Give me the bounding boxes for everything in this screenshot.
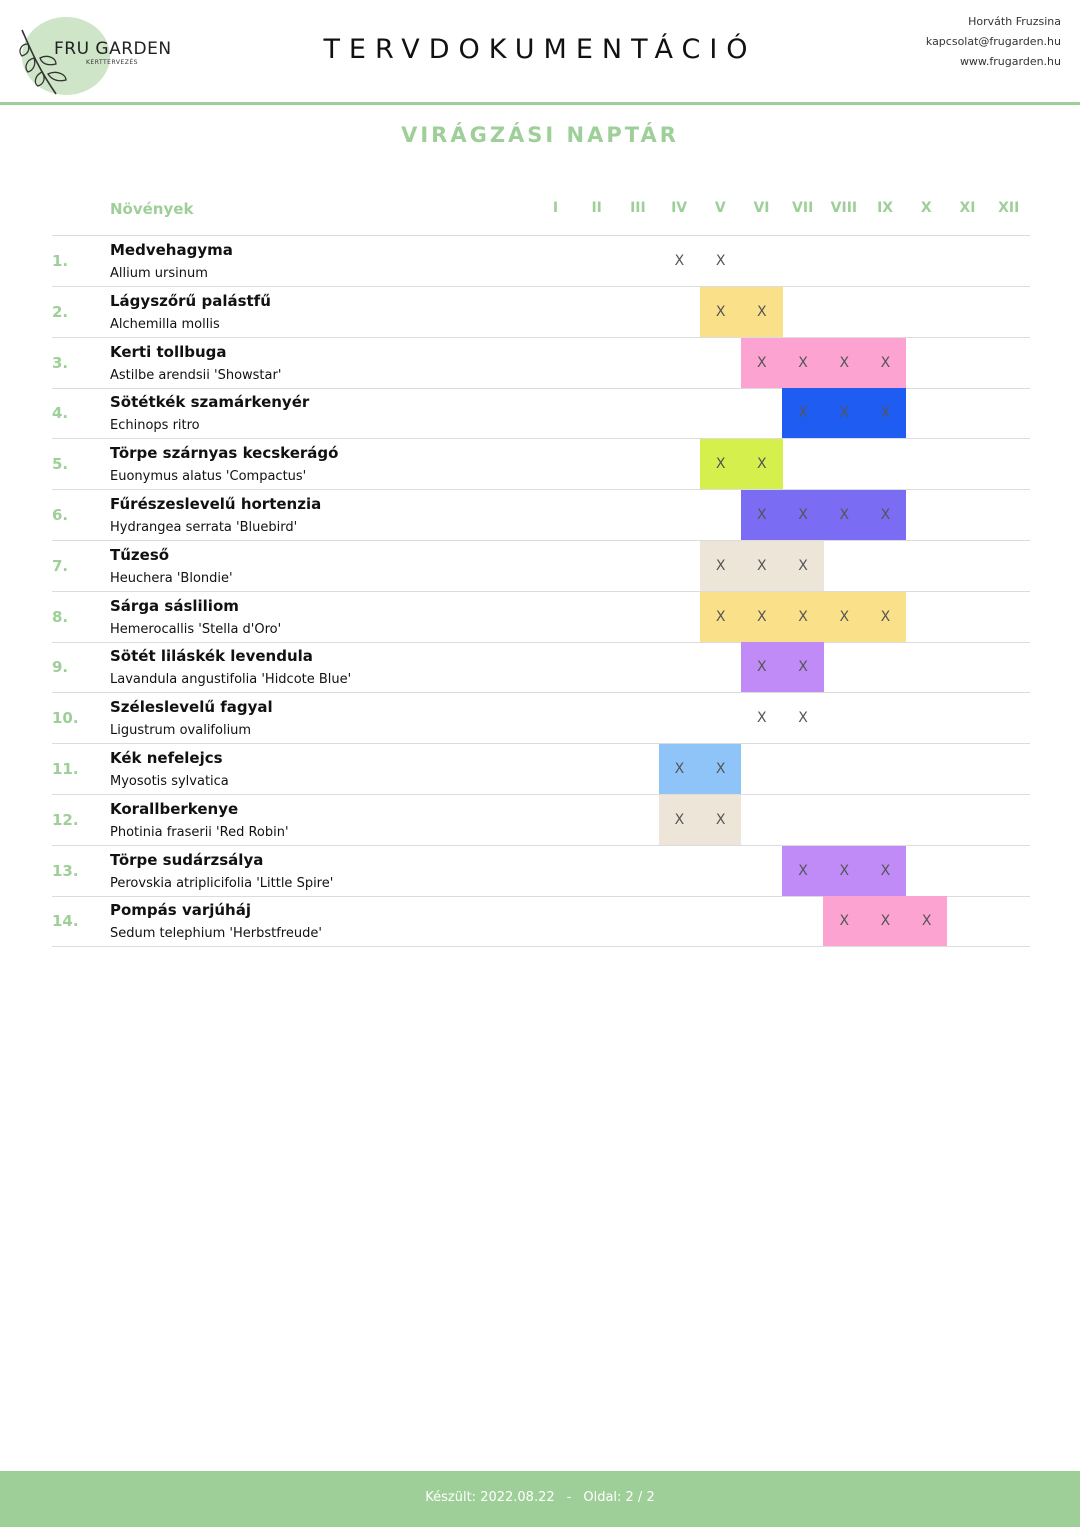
- month-header: VI: [753, 200, 770, 216]
- row-number: 4.: [52, 404, 69, 423]
- plant-name: Sötétkék szamárkenyér: [110, 393, 310, 412]
- bloom-cell: X: [823, 896, 865, 946]
- bloom-cell: X: [823, 490, 865, 540]
- plant-latin-name: Echinops ritro: [110, 418, 200, 434]
- bloom-cell: X: [782, 338, 824, 388]
- table-row: [52, 236, 1030, 287]
- table-row: [52, 846, 1030, 897]
- bloom-cell: X: [823, 846, 865, 896]
- bloom-cell: X: [865, 338, 907, 388]
- month-header: II: [591, 200, 602, 216]
- month-header: IV: [671, 200, 688, 216]
- table-row: [52, 388, 1030, 439]
- row-number: 12.: [52, 810, 79, 829]
- bloom-cell: X: [700, 541, 742, 591]
- plant-name: Törpe szárnyas kecskerágó: [110, 444, 339, 463]
- contact-name: Horváth Fruzsina: [968, 15, 1061, 28]
- header-divider: [0, 102, 1080, 105]
- plant-latin-name: Alchemilla mollis: [110, 316, 220, 332]
- table-row: [52, 287, 1030, 338]
- month-header: XII: [998, 200, 1020, 216]
- bloom-cell: X: [782, 541, 824, 591]
- bloom-cell: X: [700, 592, 742, 642]
- bloom-cell: X: [782, 388, 824, 438]
- plant-name: Fűrészeslevelű hortenzia: [110, 495, 322, 513]
- bloom-cell: X: [798, 710, 808, 727]
- plant-column-header: Növények: [110, 200, 194, 218]
- row-number: 13.: [52, 861, 79, 880]
- plant-latin-name: Sedum telephium 'Herbstfreude': [110, 926, 322, 942]
- table-row: [52, 439, 1030, 490]
- row-number: 6.: [52, 506, 69, 524]
- bloom-cell: X: [700, 795, 742, 845]
- bloom-cell: X: [659, 795, 701, 845]
- plant-latin-name: Photinia fraserii 'Red Robin': [110, 824, 289, 840]
- month-header: IX: [877, 200, 894, 216]
- row-number: 11.: [52, 760, 79, 778]
- month-header: VII: [792, 200, 814, 216]
- plant-latin-name: Allium ursinum: [110, 266, 208, 281]
- table-row: [52, 744, 1030, 795]
- bloom-cell: X: [741, 287, 783, 337]
- bloom-cell: X: [741, 490, 783, 540]
- plant-latin-name: Astilbe arendsii 'Showstar': [110, 367, 282, 383]
- bloom-cell: X: [700, 439, 742, 489]
- month-header: III: [630, 200, 646, 216]
- row-number: 8.: [52, 607, 69, 626]
- plant-name: Sötét liláskék levendula: [110, 647, 313, 666]
- bloom-cell: X: [865, 490, 907, 540]
- bloom-cell: X: [741, 541, 783, 591]
- bloom-cell: X: [741, 439, 783, 489]
- bloom-cell: X: [865, 388, 907, 438]
- plant-name: Medvehagyma: [110, 241, 233, 259]
- plant-name: Törpe sudárzsálya: [110, 850, 264, 869]
- table-header: [52, 196, 1030, 226]
- table-row: [52, 490, 1030, 541]
- bloom-cell: X: [782, 642, 824, 692]
- plant-name: Sárga sásliliom: [110, 596, 239, 615]
- contact-website: www.frugarden.hu: [959, 55, 1061, 68]
- footer-separator: -: [566, 1490, 572, 1505]
- table-row: [52, 592, 1030, 643]
- table-row: [52, 896, 1030, 947]
- bloom-cell: X: [674, 253, 685, 269]
- table-row: [52, 642, 1030, 693]
- section-title: VIRÁGZÁSI NAPTÁR: [401, 123, 679, 147]
- table-row: [52, 795, 1030, 846]
- plant-latin-name: Ligustrum ovalifolium: [110, 723, 252, 739]
- page-number: Oldal: 2 / 2: [583, 1490, 655, 1505]
- plant-name: Tűzeső: [110, 545, 170, 564]
- row-number: 3.: [52, 353, 69, 372]
- bloom-cell: X: [757, 710, 767, 727]
- plant-name: Kerti tollbuga: [110, 342, 227, 361]
- bloom-cell: X: [865, 896, 907, 946]
- bloom-cell: X: [741, 338, 783, 388]
- bloom-cell: X: [823, 338, 865, 388]
- plant-latin-name: Heuchera 'Blondie': [110, 570, 233, 586]
- page-header: [0, 0, 1080, 103]
- page-footer: [0, 1471, 1080, 1527]
- plant-latin-name: Perovskia atriplicifolia 'Little Spire': [110, 875, 334, 891]
- plant-latin-name: Myosotis sylvatica: [110, 774, 229, 789]
- month-header: V: [714, 200, 726, 216]
- row-number: 5.: [52, 455, 69, 474]
- table-row: [52, 541, 1030, 592]
- month-header: XI: [959, 200, 976, 216]
- month-header: I: [552, 200, 559, 216]
- plant-name: Lágyszőrű palástfű: [110, 291, 271, 310]
- plant-latin-name: Euonymus alatus 'Compactus': [110, 469, 307, 485]
- month-header: VIII: [830, 200, 858, 216]
- bloom-cell: X: [715, 253, 726, 269]
- brand-name: FRU GARDEN: [54, 39, 172, 59]
- bloom-cell: X: [865, 592, 907, 642]
- created-date: Készült: 2022.08.22: [425, 1490, 555, 1505]
- bloom-cell: X: [741, 592, 783, 642]
- contact-info: [926, 12, 1061, 72]
- bloom-cell: X: [906, 896, 948, 946]
- bloom-cell: X: [865, 846, 907, 896]
- month-header: X: [920, 200, 932, 216]
- plant-latin-name: Hydrangea serrata 'Bluebird': [110, 520, 298, 535]
- plant-name: Korallberkenye: [110, 799, 239, 818]
- row-number: 10.: [52, 709, 79, 728]
- plant-name: Széleslevelű fagyal: [110, 698, 273, 717]
- bloom-cell: X: [700, 744, 742, 794]
- bloom-cell: X: [700, 287, 742, 337]
- table-row: [52, 338, 1030, 389]
- row-number: 2.: [52, 302, 69, 321]
- row-number: 14.: [52, 912, 79, 931]
- bloom-cell: X: [782, 592, 824, 642]
- contact-email: kapcsolat@frugarden.hu: [925, 35, 1061, 48]
- plant-name: Pompás varjúháj: [110, 901, 251, 920]
- plant-latin-name: Lavandula angustifolia 'Hidcote Blue': [110, 672, 352, 688]
- table-row: [52, 693, 1030, 744]
- bloom-cell: X: [782, 846, 824, 896]
- row-number: 9.: [52, 658, 69, 677]
- bloom-cell: X: [823, 592, 865, 642]
- row-number: 7.: [52, 556, 69, 575]
- brand-tagline: KERTTERVEZÉS: [86, 59, 138, 66]
- plant-latin-name: Hemerocallis 'Stella d'Oro': [110, 621, 282, 637]
- bloom-cell: X: [782, 490, 824, 540]
- document-title: TERVDOKUMENTÁCIÓ: [323, 34, 757, 65]
- bloom-cell: X: [741, 642, 783, 692]
- row-number: 1.: [52, 252, 69, 270]
- bloom-cell: X: [659, 744, 701, 794]
- bloom-cell: X: [823, 388, 865, 438]
- plant-name: Kék nefelejcs: [110, 749, 223, 767]
